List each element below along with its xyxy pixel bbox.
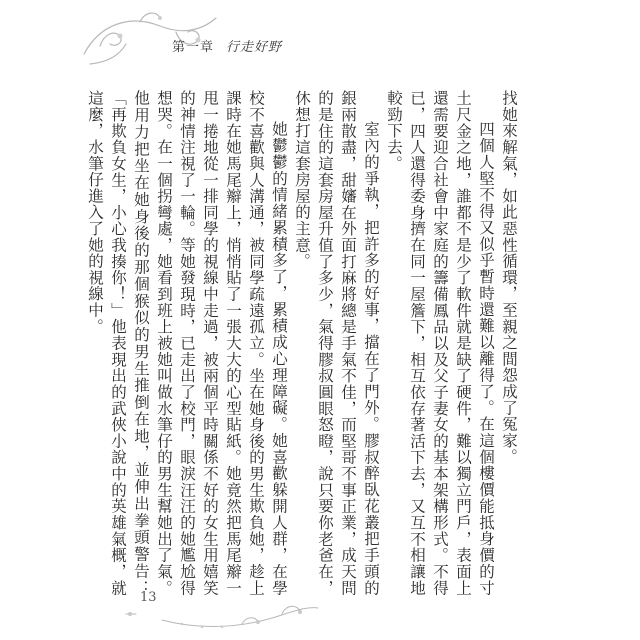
paragraph: 室內的爭執，把許多的好事，擋在了門外。膠叔醉臥花叢把手頭的銀兩散盡，甜嬸在外面打麻將總是手氣不佳，而堅哥不事正業，成天問的是住的這套房屋升值了多少，氣得膠叔圓眼怒瞪，說只要你老爸在，休想打這套房屋的主意。 (293, 90, 380, 596)
chapter-heading (172, 36, 282, 55)
chapter-title: 行走好野 (226, 40, 283, 55)
paragraph: 她鬱鬱的情緒累積多了，累積成心理障礙。她喜歡躲開人群，在學校不喜歡與人溝通，被同學疏遠孤立。坐在她身後的男生欺負她，趁上課時在她馬尾辮上，悄悄貼了一張大大的心型貼紙。她竟然把馬尾辮一甩一捲地從一排同學的視線中走過，被兩個平時關係不好的女生用嬉笑的神情注視了一輪。等她發現時，已走出了校門，眼淚汪汪的她尷尬得想哭。在一個拐彎處，她看到班上被她叫做水筆仔的男生幫她出了氣。他用力把坐在她身後的那個猴似的男生推倒在地，並伸出拳頭警告：「再欺負女生，小心我揍你！」他表現出的武俠小說中的英雄氣概，就這麼，水筆仔進入了她的視線中。 (86, 90, 288, 596)
chapter-label: 第一章 (172, 40, 215, 55)
page-number: 13 (140, 590, 157, 605)
paragraph: 四個人堅不得又似乎暫時還難以離得了。在這個樓價能抵身價的寸土尺金之地，誰都不是少了軟件就是缺了硬件，難以獨立門戶，表面上還需要迎合社會中家庭的籌備鳳品以及父子妻女的基本架構形式。不得已，四人還得委身擠在同一屋簷下，相互依存著活下去，又互不相讓地較勁下去。 (385, 90, 495, 596)
paragraph: 找她來解氣，如此惡性循環，至親之間怨成了冤家。 (500, 90, 518, 465)
body-text (86, 90, 520, 596)
